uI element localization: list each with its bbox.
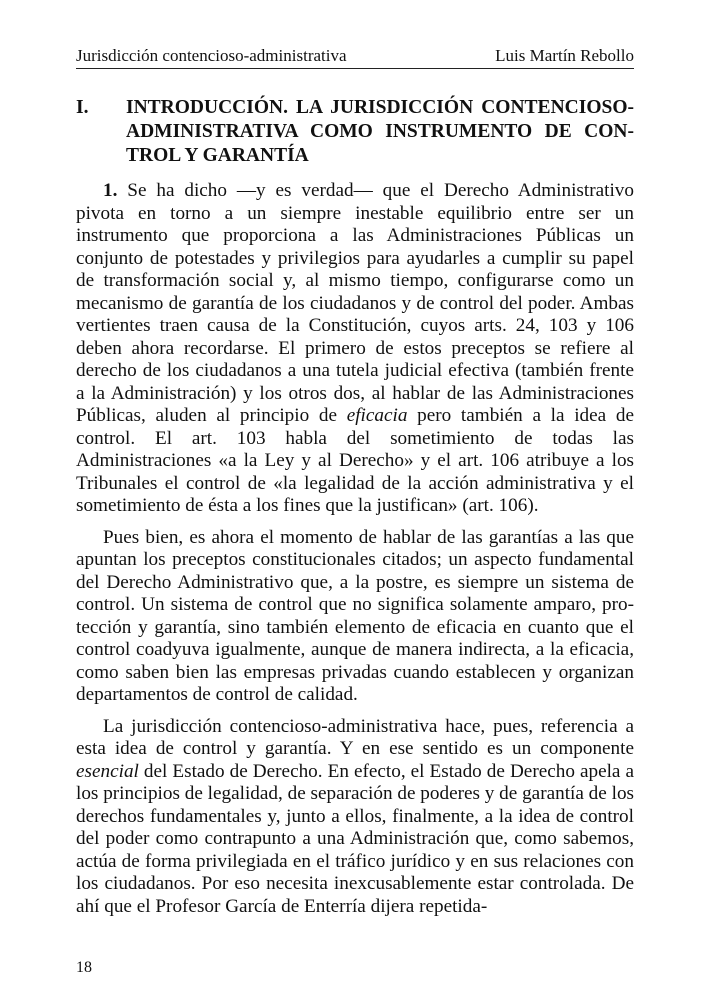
section-number: I. — [76, 97, 89, 118]
paragraph-1-text-b: pero también a la idea de control. El art. 103 habla del sometimiento de todas las Administraciones «a la Ley y al Derecho» y el art. 106 atribuye a los Tribunales el control de «la legalidad de la acción administrativa y el sometimiento de ésta a los fines que la justifican» (art. 106). — [76, 405, 634, 516]
running-header-book-title: Jurisdicción contencioso-administrativa — [76, 46, 347, 65]
running-header-author: Luis Martín Rebollo — [495, 46, 634, 65]
paragraph-3 — [76, 716, 634, 919]
paragraph-1-emphasis: eficacia — [346, 405, 408, 426]
paragraph-3-text-b: del Estado de Derecho. En efecto, el Estado de Derecho apela a los principios de legalidad, de separación de poderes y de garantía de los derechos fundamentales y, junto a ellos, finalmente, a la idea de control del poder como contrapunto a una Administración que, como sabemos, actúa de forma privilegiada en el tráfico jurídico y en sus relaciones con los ciudadanos. Por eso necesita inexcusablemente estar controlada. De ahí que el Profesor García de Enterría dijera repetida- — [76, 760, 634, 917]
paragraph-1 — [76, 180, 634, 518]
body-text — [76, 180, 634, 927]
paragraph-3-text-a: La jurisdicción contencioso-administrativa hace, pues, referencia a esta idea de control y garantía. Y en ese sentido es un componente — [76, 715, 634, 759]
running-header — [76, 46, 634, 69]
section-heading — [76, 96, 634, 168]
page-number: 18 — [76, 959, 92, 976]
paragraph-number: 1. — [103, 180, 118, 201]
paragraph-2: Pues bien, es ahora el momento de hablar de las garantías a las que apuntan los preceptos constitucionales citados; un aspecto fundamental del Derecho Administrativo que, a la postre, es siempre un sistema de control. Un sistema de control que no significa solamente amparo, protección y garantía, sino también elemento de eficacia en cuanto que el control coadyuva igualmente, aunque de manera indirecta, a la eficacia, como saben bien las empresas privadas cuando establecen y organizan departamentos de control de calidad. — [76, 526, 634, 705]
paragraph-3-emphasis: esencial — [76, 760, 139, 782]
paragraph-1-text-a: Se ha dicho —y es verdad— que el Derecho Administrativo pivota en torno a un siempre inestable equilibrio entre ser un instrumento que proporciona a las Administraciones Públicas un conjunto de potestades y privilegios para ayudarles a cumplir su papel de transformación social y, al mismo tiempo, configurarse como un mecanismo de garantía de los ciudadanos y de control del poder. Ambas vertientes traen causa de la Constitución, cuyos arts. 24, 103 y 106 deben ahora recordarse. El primero de estos preceptos se refiere al derecho de los ciudadanos a una tutela judicial efectiva (también frente a la Administración) y los otros dos, al hablar de las Administraciones Públicas, aluden al principio de — [76, 180, 634, 426]
section-title: INTRODUCCIÓN. LA JURISDICCIÓN CONTENCIOSO-ADMINISTRATIVA COMO INSTRUMENTO DE CONTROL Y GARANTÍA — [126, 97, 634, 166]
